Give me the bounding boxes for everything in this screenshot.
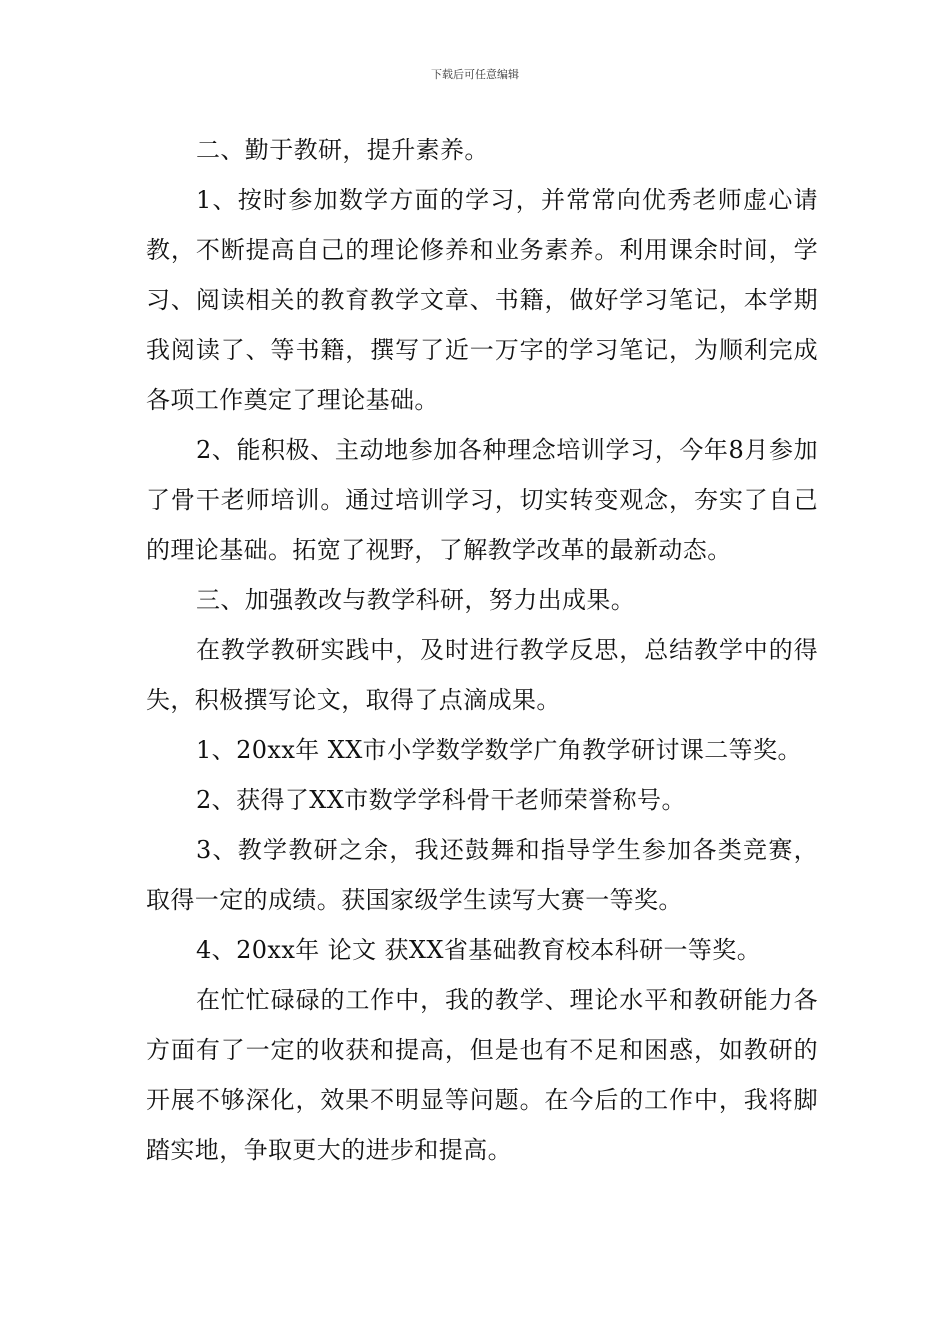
section-heading-2: 二、勤于教研，提升素养。	[196, 136, 489, 164]
paragraph-study: 1、按时参加数学方面的学习，并常常向优秀老师虚心请教，不断提高自己的理论修养和业务素养。利用课余时间，学习、阅读相关的教育教学文章、书籍，做好学习笔记，本学期我阅读了、等书籍，撰写了近一万字的学习笔记，为顺利完成各项工作奠定了理论基础。	[146, 186, 818, 414]
document-body	[146, 125, 818, 1175]
achievement-item-1: 1、20xx年 XX市小学数学数学广角教学研讨课二等奖。	[196, 736, 802, 764]
section-heading-3: 三、加强教改与教学科研，努力出成果。	[196, 586, 636, 614]
paragraph-reflection: 在教学教研实践中，及时进行教学反思，总结教学中的得失，积极撰写论文，取得了点滴成果。	[146, 636, 818, 714]
page-header: 下载后可任意编辑	[431, 68, 519, 81]
achievement-item-3: 3、教学教研之余，我还鼓舞和指导学生参加各类竞赛，取得一定的成绩。获国家级学生读写大赛一等奖。	[146, 836, 818, 914]
paragraph-conclusion: 在忙忙碌碌的工作中，我的教学、理论水平和教研能力各方面有了一定的收获和提高，但是也有不足和困惑，如教研的开展不够深化，效果不明显等问题。在今后的工作中，我将脚踏实地，争取更大的进步和提高。	[146, 986, 818, 1164]
achievement-item-2: 2、获得了XX市数学学科骨干老师荣誉称号。	[196, 786, 686, 814]
achievement-item-4: 4、20xx年 论文 获XX省基础教育校本科研一等奖。	[196, 936, 762, 964]
paragraph-training: 2、能积极、主动地参加各种理念培训学习，今年8月参加了骨干老师培训。通过培训学习，切实转变观念，夯实了自己的理论基础。拓宽了视野，了解教学改革的最新动态。	[146, 436, 818, 564]
